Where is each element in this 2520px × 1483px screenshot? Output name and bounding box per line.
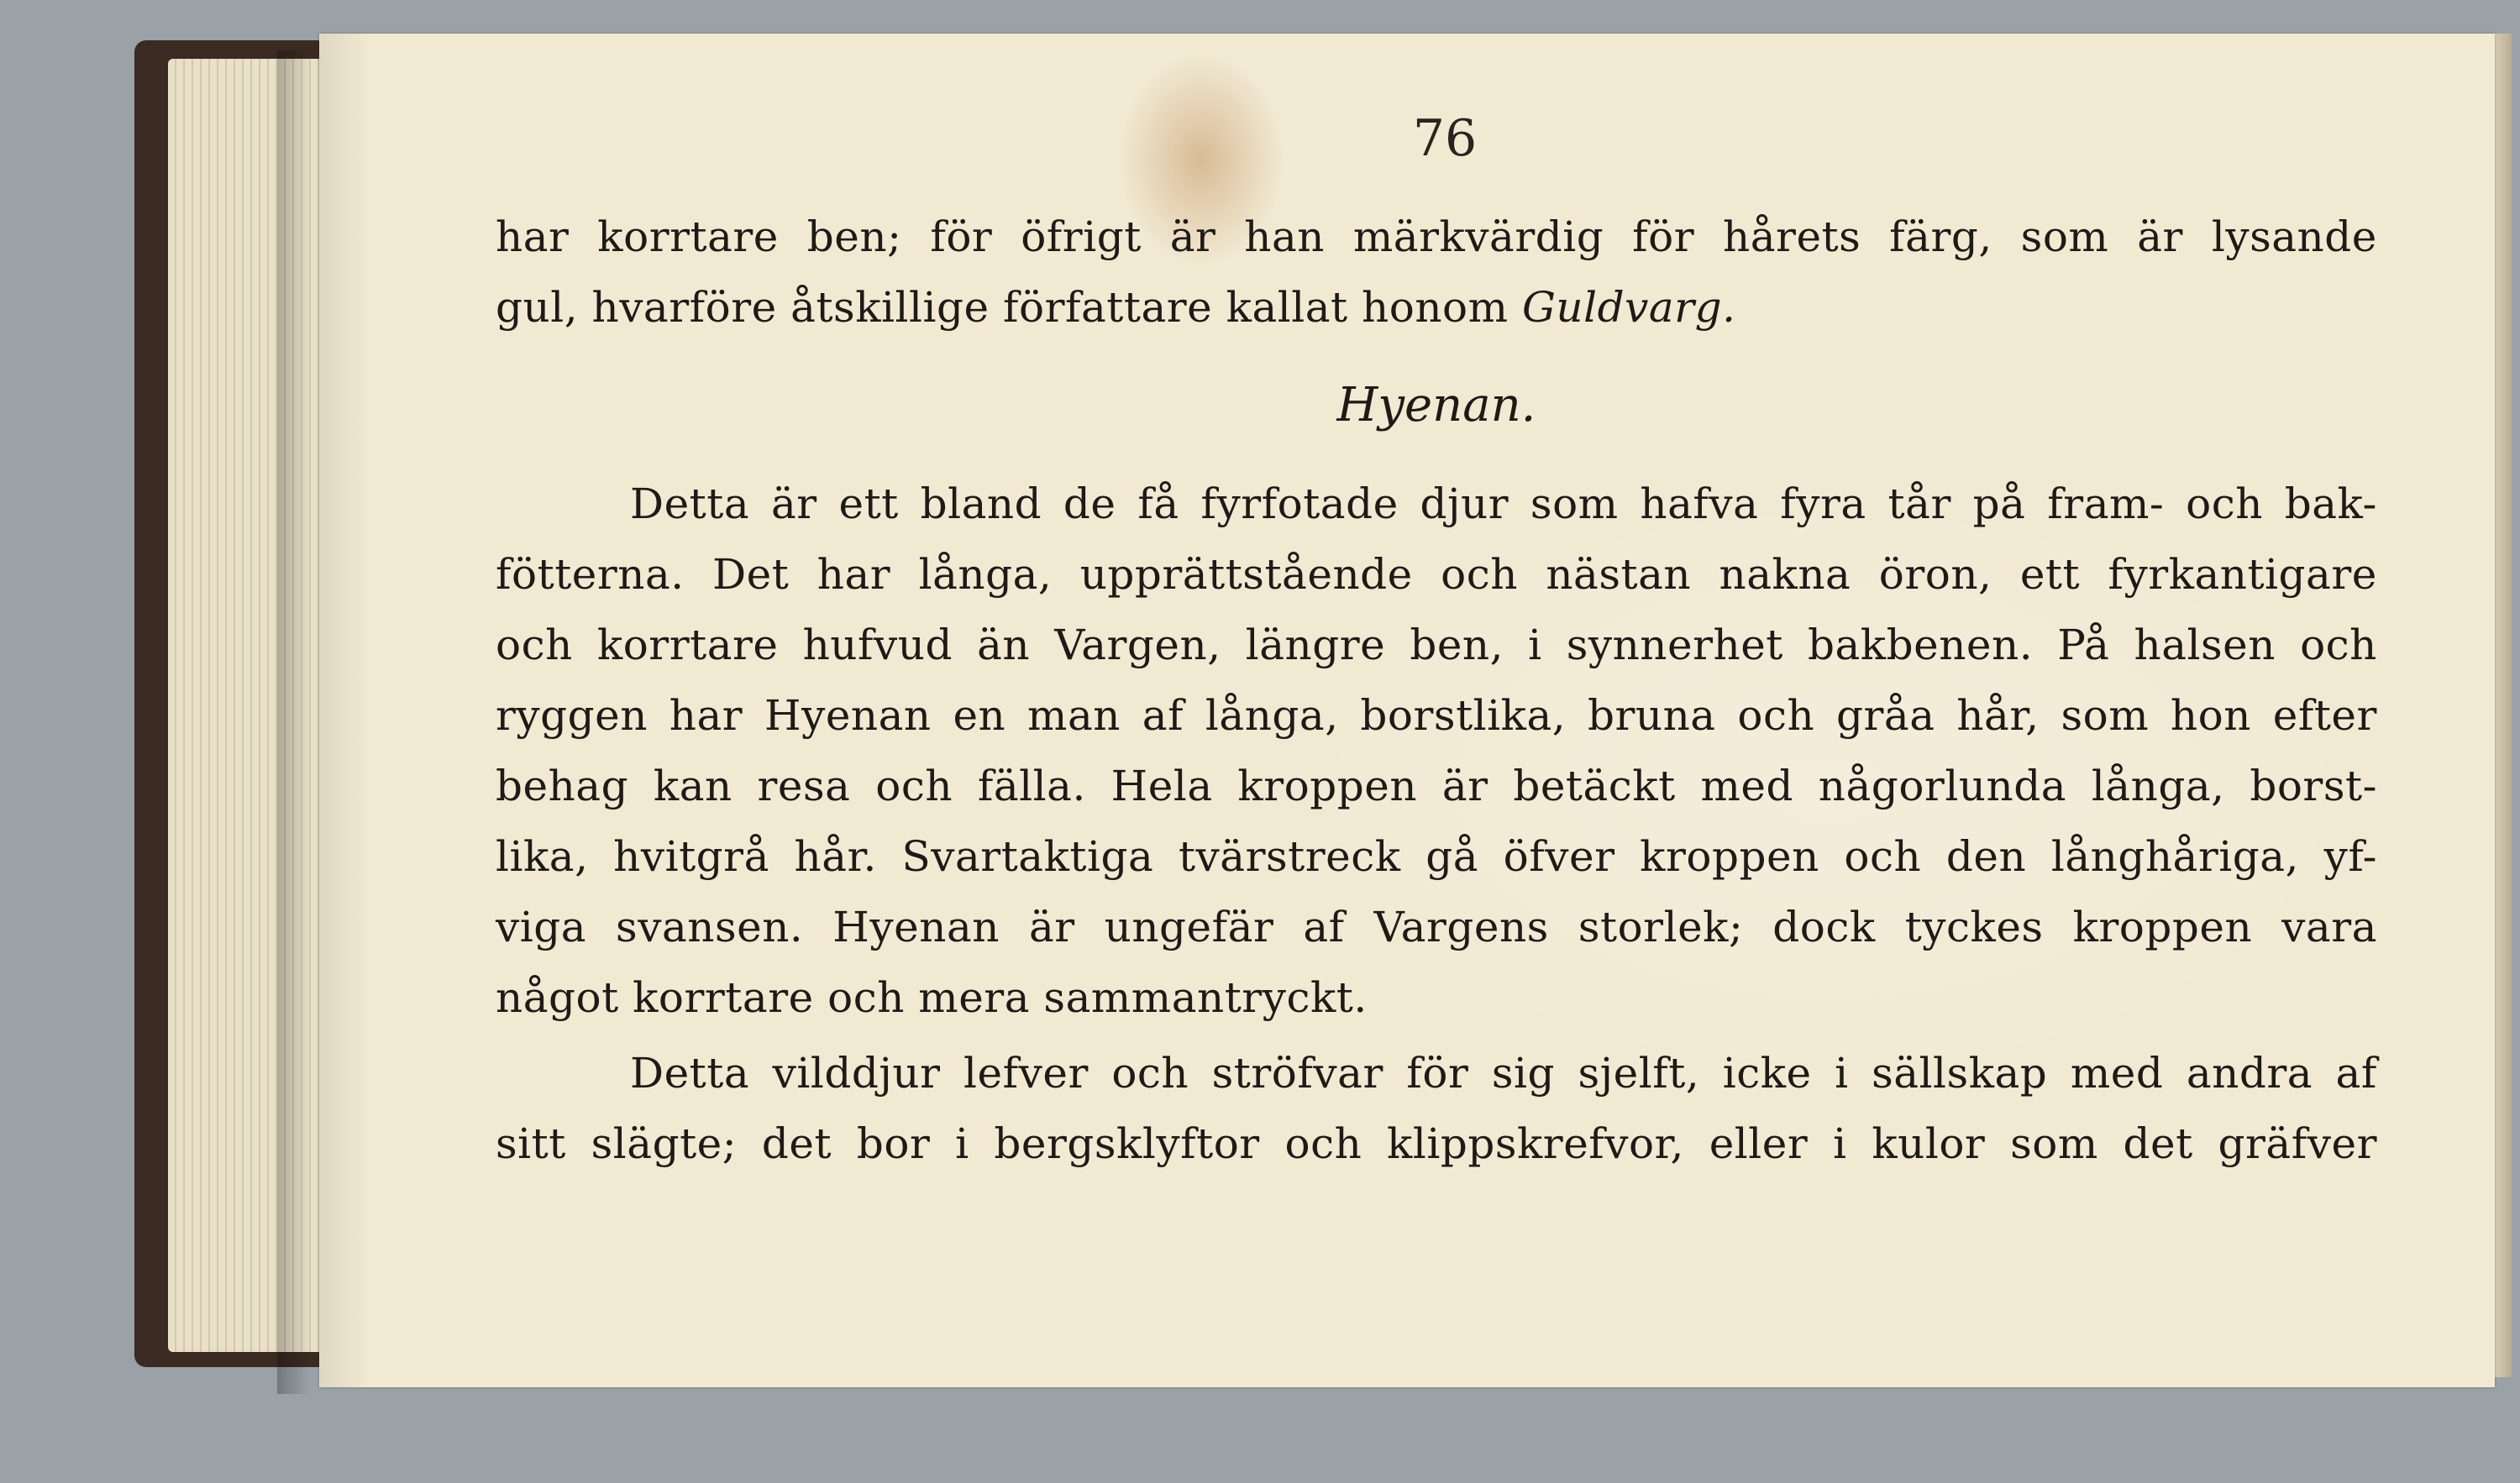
word: med	[2070, 1049, 2164, 1098]
word: har	[669, 691, 743, 740]
word: yf-	[2323, 832, 2377, 881]
word: Detta	[630, 1049, 750, 1098]
word: hufvud	[802, 621, 953, 669]
word: hvitgrå	[613, 832, 769, 881]
word: den	[1945, 832, 2027, 881]
word: och	[496, 621, 573, 669]
page-number: 76	[1412, 109, 1478, 168]
word: sitt	[496, 1119, 566, 1168]
text-line	[496, 1108, 2377, 1179]
gutter-shadow	[277, 50, 311, 1394]
word: djur	[1420, 479, 1509, 528]
word: nakna	[1719, 550, 1851, 599]
word: som	[2010, 1119, 2098, 1168]
word: som	[1530, 479, 1619, 528]
word: af	[2335, 1049, 2377, 1098]
word: Det	[712, 550, 790, 599]
word: som	[2020, 212, 2109, 261]
word: kroppen	[1237, 762, 1418, 810]
word: borst-	[2250, 762, 2377, 810]
word: bergsklyftor	[994, 1119, 1260, 1168]
word: hon	[2170, 691, 2251, 740]
word: tyckes	[1904, 903, 2044, 951]
word: han	[1244, 212, 1325, 261]
word: bor	[856, 1119, 931, 1168]
word: Svartaktiga	[901, 832, 1154, 881]
word: halsen	[2134, 621, 2276, 669]
word: kulor	[1872, 1119, 1986, 1168]
word: slägte;	[591, 1119, 738, 1168]
word: Vargens	[1373, 903, 1549, 951]
word: bakbenen.	[1807, 621, 2034, 669]
word: Hyenan	[832, 903, 1000, 951]
word: långa,	[918, 550, 1053, 599]
word: de	[1063, 479, 1116, 528]
word: det	[761, 1119, 832, 1168]
word: hår.	[794, 832, 877, 881]
word: färg,	[1889, 212, 1992, 261]
word: med	[1700, 762, 1794, 810]
word: fyrfotade	[1200, 479, 1399, 528]
section-heading: Hyenan.	[1336, 378, 1536, 432]
text-line	[496, 469, 2377, 539]
word: kroppen	[1640, 832, 1819, 881]
word: synnerhet	[1566, 621, 1783, 669]
word: fälla.	[977, 762, 1086, 810]
word: och	[2300, 621, 2377, 669]
word: hårets	[1723, 212, 1861, 261]
word: för	[1406, 1049, 1469, 1098]
text-line	[496, 892, 2377, 962]
word: Hyenan	[764, 691, 932, 740]
word: i	[1833, 1119, 1847, 1168]
word: nästan	[1546, 550, 1692, 599]
word: tvärstreck	[1178, 832, 1401, 881]
word: viga	[496, 903, 587, 951]
word: för	[1632, 212, 1695, 261]
word: har	[816, 550, 891, 599]
word: längre	[1245, 621, 1386, 669]
word: och	[1111, 1049, 1189, 1098]
word: gräfver	[2218, 1119, 2377, 1168]
word: är	[1028, 903, 1075, 951]
word: någorlunda	[1818, 762, 2067, 810]
word: klippskrefvor,	[1387, 1119, 1684, 1168]
word: ett	[2019, 550, 2081, 599]
word: än	[977, 621, 1031, 669]
word: hafva	[1640, 479, 1759, 528]
text-line-fragment: gul, hvarföre åtskillige författare kallat honom	[496, 283, 1509, 332]
word: Detta	[630, 479, 750, 528]
word: ungefär	[1104, 903, 1274, 951]
word: som	[2061, 691, 2150, 740]
word: ryggen	[496, 691, 648, 740]
word: resa	[757, 762, 851, 810]
word: af	[1303, 903, 1345, 951]
word: eller	[1709, 1119, 1809, 1168]
word: borstlika,	[1360, 691, 1567, 740]
word: fötterna.	[496, 550, 685, 599]
word: dock	[1772, 903, 1876, 951]
word: icke	[1722, 1049, 1812, 1098]
word: bland	[920, 479, 1042, 528]
word: vilddjur	[772, 1049, 941, 1098]
word: tår	[1887, 479, 1951, 528]
word: behag	[496, 762, 629, 810]
word: och	[1844, 832, 1922, 881]
word: kroppen	[2072, 903, 2253, 951]
word: och	[875, 762, 953, 810]
word: gråa	[1835, 691, 1935, 740]
word: kan	[653, 762, 732, 810]
word: är	[1169, 212, 1216, 261]
word: andra	[2186, 1049, 2313, 1098]
word: Vargen,	[1054, 621, 1221, 669]
word: upprättstående	[1079, 550, 1413, 599]
word: har	[496, 212, 570, 261]
word: På	[2057, 621, 2110, 669]
word: och	[2186, 479, 2263, 528]
word: är	[2137, 212, 2183, 261]
word: ben,	[1410, 621, 1504, 669]
word: är	[770, 479, 817, 528]
text-line	[496, 751, 2377, 821]
word: få	[1137, 479, 1179, 528]
word: och	[1737, 691, 1815, 740]
page-text	[496, 202, 2377, 1179]
text-line	[496, 610, 2377, 680]
word: öfver	[1503, 832, 1615, 881]
word: korrtare	[597, 212, 779, 261]
word: lika,	[496, 832, 589, 881]
word: sjelft,	[1578, 1049, 1700, 1098]
word: i	[1835, 1049, 1849, 1098]
word: bruna	[1587, 691, 1716, 740]
word: fyrkantigare	[2108, 550, 2377, 599]
text-line	[496, 1038, 2377, 1108]
word: det	[2123, 1119, 2193, 1168]
word: korrtare	[596, 621, 779, 669]
word: fram-	[2047, 479, 2165, 528]
word: på	[1972, 479, 2026, 528]
page-edges	[168, 59, 336, 1352]
text-line	[496, 821, 2377, 892]
word: ett	[838, 479, 899, 528]
word: ben;	[806, 212, 902, 261]
word: för	[930, 212, 993, 261]
word: långhåriga,	[2050, 832, 2299, 881]
word: en	[953, 691, 1006, 740]
word: bak-	[2284, 479, 2377, 528]
word: märkvärdig	[1352, 212, 1604, 261]
word: hår,	[1956, 691, 2040, 740]
word: är	[1441, 762, 1488, 810]
word: betäckt	[1513, 762, 1676, 810]
word: sig	[1491, 1049, 1556, 1098]
text-line	[496, 539, 2377, 610]
word: lysande	[2211, 212, 2377, 261]
word: sällskap	[1872, 1049, 2048, 1098]
text-line	[496, 680, 2377, 751]
text-line	[496, 272, 2377, 343]
text-line	[496, 202, 2377, 272]
word: lefver	[963, 1049, 1089, 1098]
word: vara	[2281, 903, 2377, 951]
word: i	[955, 1119, 969, 1168]
word: man	[1027, 691, 1121, 740]
word: i	[1528, 621, 1542, 669]
word: af	[1142, 691, 1184, 740]
word: öron,	[1878, 550, 1992, 599]
word: storlek;	[1578, 903, 1744, 951]
word: Hela	[1110, 762, 1213, 810]
word: långa,	[1205, 691, 1339, 740]
text-line: något korrtare och mera sammantryckt.	[496, 973, 1368, 1022]
word: och	[1284, 1119, 1362, 1168]
word: fyra	[1780, 479, 1866, 528]
italic-term: Guldvarg.	[1521, 283, 1736, 332]
word: svansen.	[616, 903, 804, 951]
word: efter	[2272, 691, 2377, 740]
word: ströfvar	[1211, 1049, 1383, 1098]
word: öfrigt	[1021, 212, 1142, 261]
word: gå	[1425, 832, 1479, 881]
word: och	[1441, 550, 1518, 599]
word: långa,	[2091, 762, 2225, 810]
